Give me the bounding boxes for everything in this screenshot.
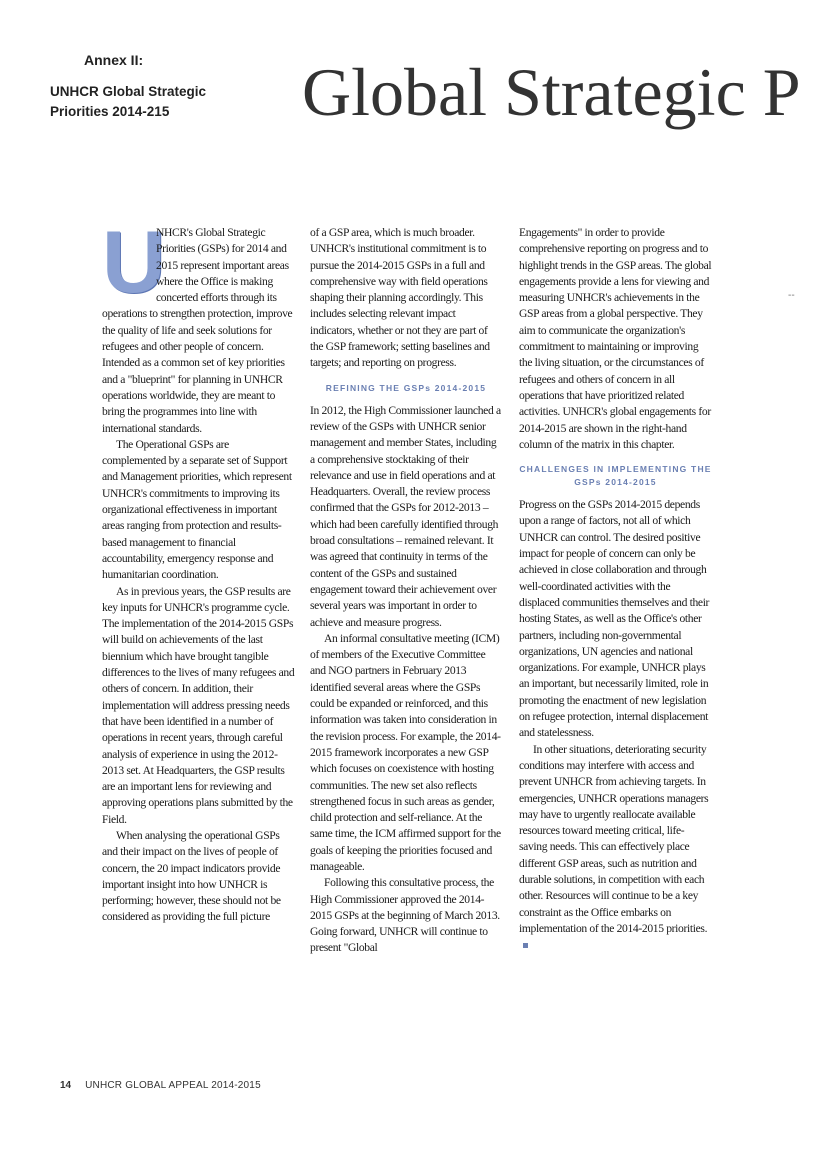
page-number: 14	[60, 1080, 72, 1091]
text-column-1	[102, 212, 295, 926]
text-column-2	[310, 225, 502, 957]
intro-paragraph	[102, 212, 295, 437]
end-of-article-icon	[523, 943, 528, 948]
closing-text: In other situations, deteriorating security conditions may interfere with access and prevent UNHCR from achieving targets. In emergencies, UNHCR operations managers may have to urgently reallocate available resources toward meeting critical, life-saving needs. This can effectively place different GSP areas, such as nutrition and durable solutions, in competition with each other. Resources will continue to be a key constraint as the Office embarks on implementation of the 2014-2015 priorities.	[519, 742, 709, 935]
paragraph: of a GSP area, which is much broader. UNHCR's institutional commitment is to pursue the 2014-2015 GSPs in a full and comprehensive way with field operations shaping their planning accordingly. This includes selecting relevant impact indicators, whether or not they are part of the GSP framework; setting baselines and targets; and reporting on progress.	[310, 226, 490, 370]
text-column-3	[519, 225, 712, 953]
paragraph: The Operational GSPs are complemented by a separate set of Support and Management priorities, which represent UNHCR's commitments to improving its organizational effectiveness in important areas ranging from protection and results-based management to financial accountability, emergency response and humanitarian coordination.	[102, 437, 292, 582]
paragraph: Following this consultative process, the High Commissioner approved the 2014-2015 GSPs at the beginning of March 2013. Going forward, UNHCR will continue to present "Global	[310, 876, 500, 955]
paragraph: As in previous years, the GSP results are key inputs for UNHCR's programme cycle. The implementation of the 2014-2015 GSPs will build on achievements of the last biennium which have brought tangible differences to the lives of many refugees and others of concern. In addition, their implementation will address pressing needs that have been identified in a number of operations in recent years, through careful analysis of experience in using the 2012-2013 set. At Headquarters, the GSP results are an important lens for reviewing and approving operations plans submitted by the Field.	[102, 584, 295, 826]
section-heading-refining: REFINING THE GSPs 2014-2015	[325, 382, 487, 393]
paragraph: Progress on the GSPs 2014-2015 depends upon a range of factors, not all of which UNHCR can control. The desired positive impact for people of concern can only be achieved in close collaboration and through well-coordinated activities with the displaced communities themselves and their hosting States, as well as the Office's other partners, including non-governmental organizations, UN agencies and national organizations. For example, UNHCR plays an important, but necessarily limited, role in promoting the enactment of new legislation on refugee protection, internal displacement and statelessness.	[519, 498, 710, 740]
paragraph: When analysing the operational GSPs and their impact on the lives of people of concern, the 20 impact indicators provide important insight into how UNHCR is performing; however, these should not be considered as providing the full picture	[102, 828, 281, 924]
paragraph: An informal consultative meeting (ICM) of members of the Executive Committee and NGO partners in February 2013 identified several areas where the GSPs could be expanded or reinforced, and this information was taken into consideration in the revision process. For example, the 2014-2015 framework incorporates a new GSP which focuses on coexistence with hosting communities. The new set also reflects strengthened focus in such areas as gender, child protection and self-reliance. At the same time, the ICM affirmed support for the goals of keeping the priorities focused and manageable.	[310, 631, 501, 873]
paragraph: In 2012, the High Commissioner launched a review of the GSPs with UNHCR senior management and member States, including a comprehensive stocktaking of their relevance and use in field operations and at Headquarters. Overall, the review process confirmed that the GSPs for 2012-2013 – which had been carefully identified through broad consultations – remained relevant. It was agreed that continuity in terms of the content of the GSPs and sustained engagement toward their achievement over several years was important in order to achieve and measure progress.	[310, 403, 501, 629]
paragraph	[519, 742, 712, 954]
annex-subtitle: UNHCR Global Strategic Priorities 2014-215	[50, 84, 207, 119]
paragraph: Engagements" in order to provide comprehensive reporting on progress and to highlight trends in the GSP areas. The global engagements provide a lens for viewing and measuring UNHCR's achievements in the GSP areas from a global perspective. They aim to communicate the organization's commitment to maintaining or improving the living situation, or the circumstances of refugees and others of concern in all operations that have prioritized related activities. UNHCR's global engagements for 2014-2015 are shown in the right-hand column of the matrix in this chapter.	[519, 226, 712, 451]
drop-cap-letter: U	[102, 212, 166, 311]
margin-mark: --	[788, 290, 795, 301]
annex-label: Annex II:	[84, 52, 144, 68]
intro-text: NHCR's Global Strategic Priorities (GSPs) for 2014 and 2015 represent important areas where the Office is making concerted efforts through its operations to strengthen protection, improve the quality of life and seek solutions for refugees and other people of concern. Intended as a common set of key priorities and a "blueprint" for planning in UNHCR operations worldwide, they are meant to bring the programmes into line with international standards.	[102, 226, 293, 435]
page-title: Global Strategic P	[302, 54, 801, 130]
page-footer	[60, 1080, 275, 1091]
section-heading-challenges: CHALLENGES IN IMPLEMENTING THE GSPs 2014-2015	[519, 464, 712, 488]
publication-name: UNHCR GLOBAL APPEAL 2014-2015	[85, 1080, 261, 1091]
